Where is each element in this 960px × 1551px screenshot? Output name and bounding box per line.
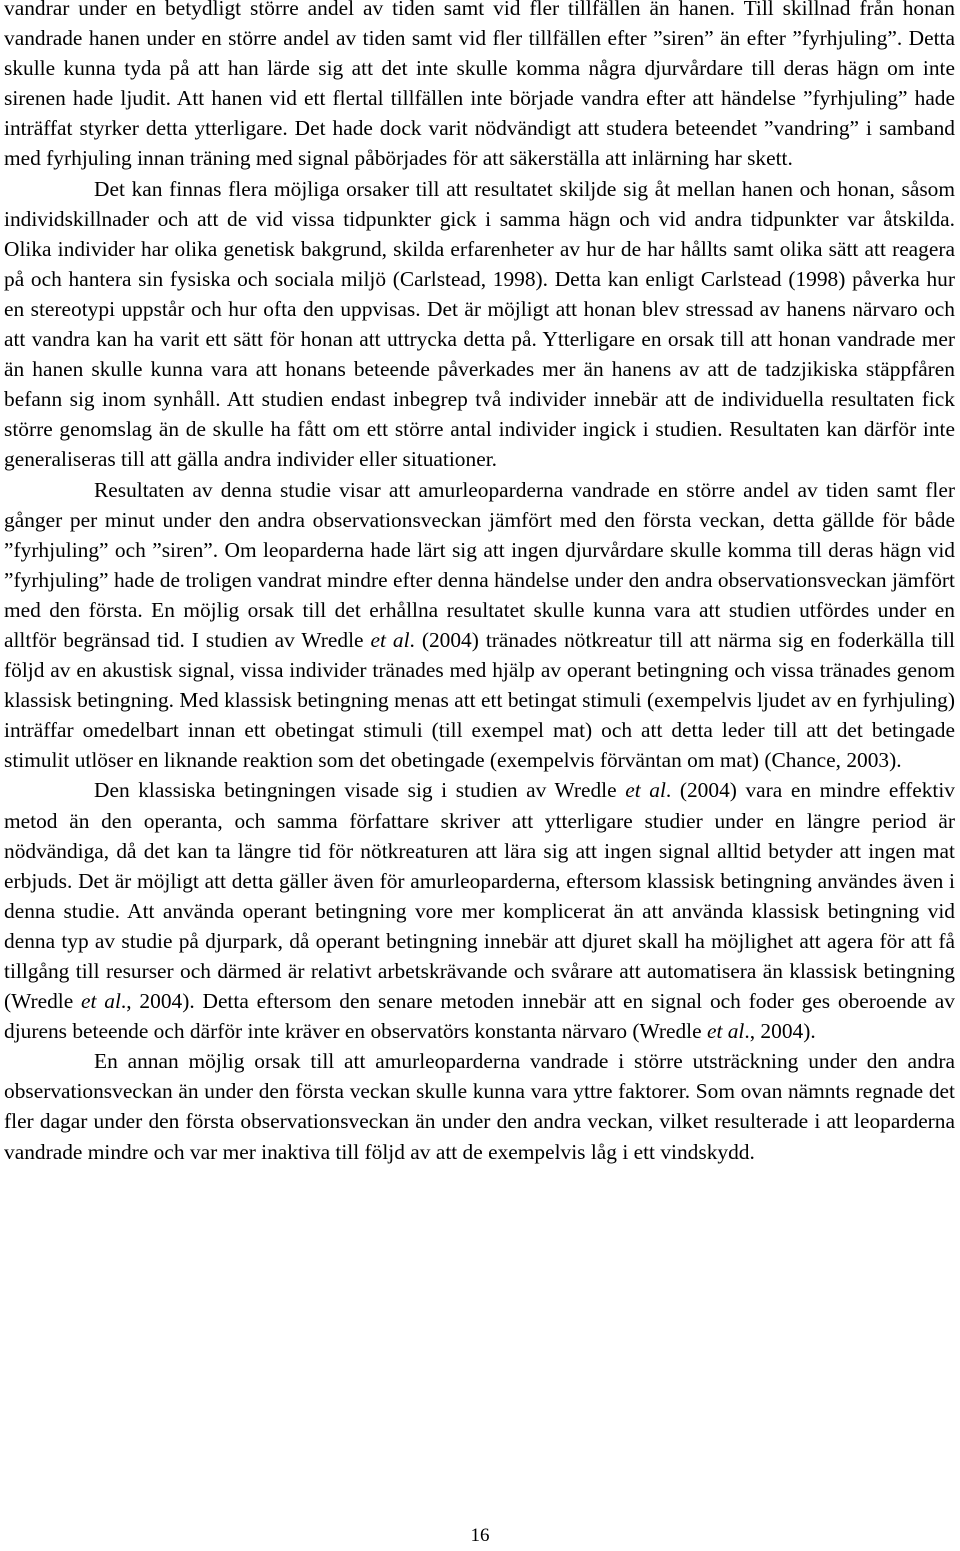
- paragraph-4-text-b: . (2004) vara en mindre effektiv metod än den operanta, och samma författare skriver att ytterligare studier under en längre period är nödvändiga, då det kan ta längre tid för nötkreaturen att lära sig att ingen signal alltid betyder att ingen mat erbjuds. Det är möjligt att detta gäller även för amurleoparderna, eftersom klassisk betingning användes även i denna studie. Att använda operant betingning vore mer komplicerat än att använda klassisk betingning vid denna typ av studie på djurpark, då operant betingning innebär att djuret skall ha möjlighet att agera för att få tillgång till resurser och därmed är relativt arbetskrävande och svårare att automatisera än klassisk betingning (Wredle: [4, 778, 956, 1014]
- paragraph-5-text: En annan möjlig orsak till att amurleoparderna vandrade i större utsträckning under den andra observationsveckan än under den första veckan skulle kunna vara yttre faktorer. Som ovan nämnts regnade det fler dagar under den första observationsveckan än under den andra veckan, vilket resulterade i att leoparderna vandrade mindre och var mer inaktiva till följd av att de exempelvis låg i ett vindskydd.: [4, 1049, 955, 1164]
- paragraph-2-text: Det kan finnas flera möjliga orsaker till att resultatet skiljde sig åt mellan hanen och honan, såsom individskillnader och att de vid vissa tidpunkter gick i samma hägn och vid andra tidpunkter var åtskilda. Olika individer har olika genetisk bakgrund, skilda erfarenheter av hur de har hållts samt olika sätt att reagera på och hantera sin fysiska och sociala miljö (Carlstead, 1998). Detta kan enligt Carlstead (1998) påverka hur en stereotypi uppstår och hur ofta den uppvisas. Det är möjligt att honan blev stressad av hanens närvaro och att vandra kan ha varit ett sätt för honan att uttrycka detta på. Ytterligare en orsak till att honan vandrade mer än hanen skulle kunna vara att honans beteende påverkades mer än hanens av att de tadzjikiska stäppfåren befann sig inom synhåll. Att studien endast inbegrep två individer innebär att de individuella resultaten fick större genomslag än de skulle ha fått om ett större antal individer ingick i studien. Resultaten kan därför inte generaliseras till att gälla andra individer eller situationer.: [4, 176, 955, 472]
- paragraph-5: [4, 1046, 955, 1166]
- paragraph-2: [4, 174, 955, 475]
- paragraph-3: [4, 475, 955, 776]
- paragraph-4: [4, 775, 955, 1046]
- paragraph-3-text-a: Resultaten av denna studie visar att amurleoparderna vandrade en större andel av tiden samt fler gånger per minut under den andra observationsveckan jämfört med den första veckan, detta gällde för både ”fyrhjuling” och ”siren”. Om leoparderna hade lärt sig att ingen djurvårdare skulle komma till deras hägn vid ”fyrhjuling” hade de troligen vandrat mindre efter denna händelse under den andra observationsveckan jämfört med den första. En möjlig orsak till det erhållna resultatet skulle kunna vara att studien utfördes under en alltför begränsad tid. I studien av Wredle: [4, 477, 955, 652]
- page-number: 16: [470, 1525, 490, 1546]
- paragraph-1-text: vandrar under en betydligt större andel av tiden samt vid fler tillfällen än hanen. Till skillnad från honan vandrade hanen under en större andel av tiden samt vid fler tillfällen efter ”siren” än efter ”fyrhjuling”. Detta skulle kunna tyda på att han lärde sig att det inte skulle komma några djurvårdare till deras hägn om inte sirenen hade ljudit. Att hanen vid ett flertal tillfällen inte började vandra efter att händelse ”fyrhjuling” hade inträffat styrker detta ytterligare. Det hade dock varit nödvändigt att studera beteendet ”vandring” i samband med fyrhjuling innan träning med signal påbörjades för att säkerställa att inlärning har skett.: [4, 0, 955, 171]
- paragraph-4-text-d: ., 2004).: [744, 1019, 816, 1044]
- paragraph-1: [4, 0, 955, 174]
- paragraph-4-italic-et-al-3: et al: [706, 1019, 745, 1044]
- paragraph-3-text-b: . (2004) tränades nötkreatur till att närma sig en foderkälla till följd av en akustisk signal, vissa individer tränades med hjälp av operant betingning och vissa tränades genom klassisk betingning. Med klassisk betingning menas att ett betingat stimuli (exempelvis ljudet av en fyrhjuling) inträffar omedelbart innan ett obetingat stimuli (till exempel mat) och att detta leder till att det betingade stimulit utlöser en liknande reaktion som det obetingade (exempelvis förväntan om mat) (Chance, 2003).: [4, 627, 955, 773]
- body-text: [4, 0, 955, 1167]
- paragraph-3-italic-et-al: et al: [370, 627, 410, 652]
- paragraph-4-text-a: Den klassiska betingningen visade sig i studien av Wredle: [94, 778, 626, 803]
- paragraph-4-italic-et-al-1: et al: [625, 778, 666, 803]
- paragraph-4-text-c: ., 2004). Detta eftersom den senare metoden innebär att en signal och foder ges oberoende av djurens beteende och därför inte kräver en observatörs konstanta närvaro (Wredle: [4, 989, 955, 1044]
- paragraph-4-italic-et-al-2: et al: [81, 989, 121, 1014]
